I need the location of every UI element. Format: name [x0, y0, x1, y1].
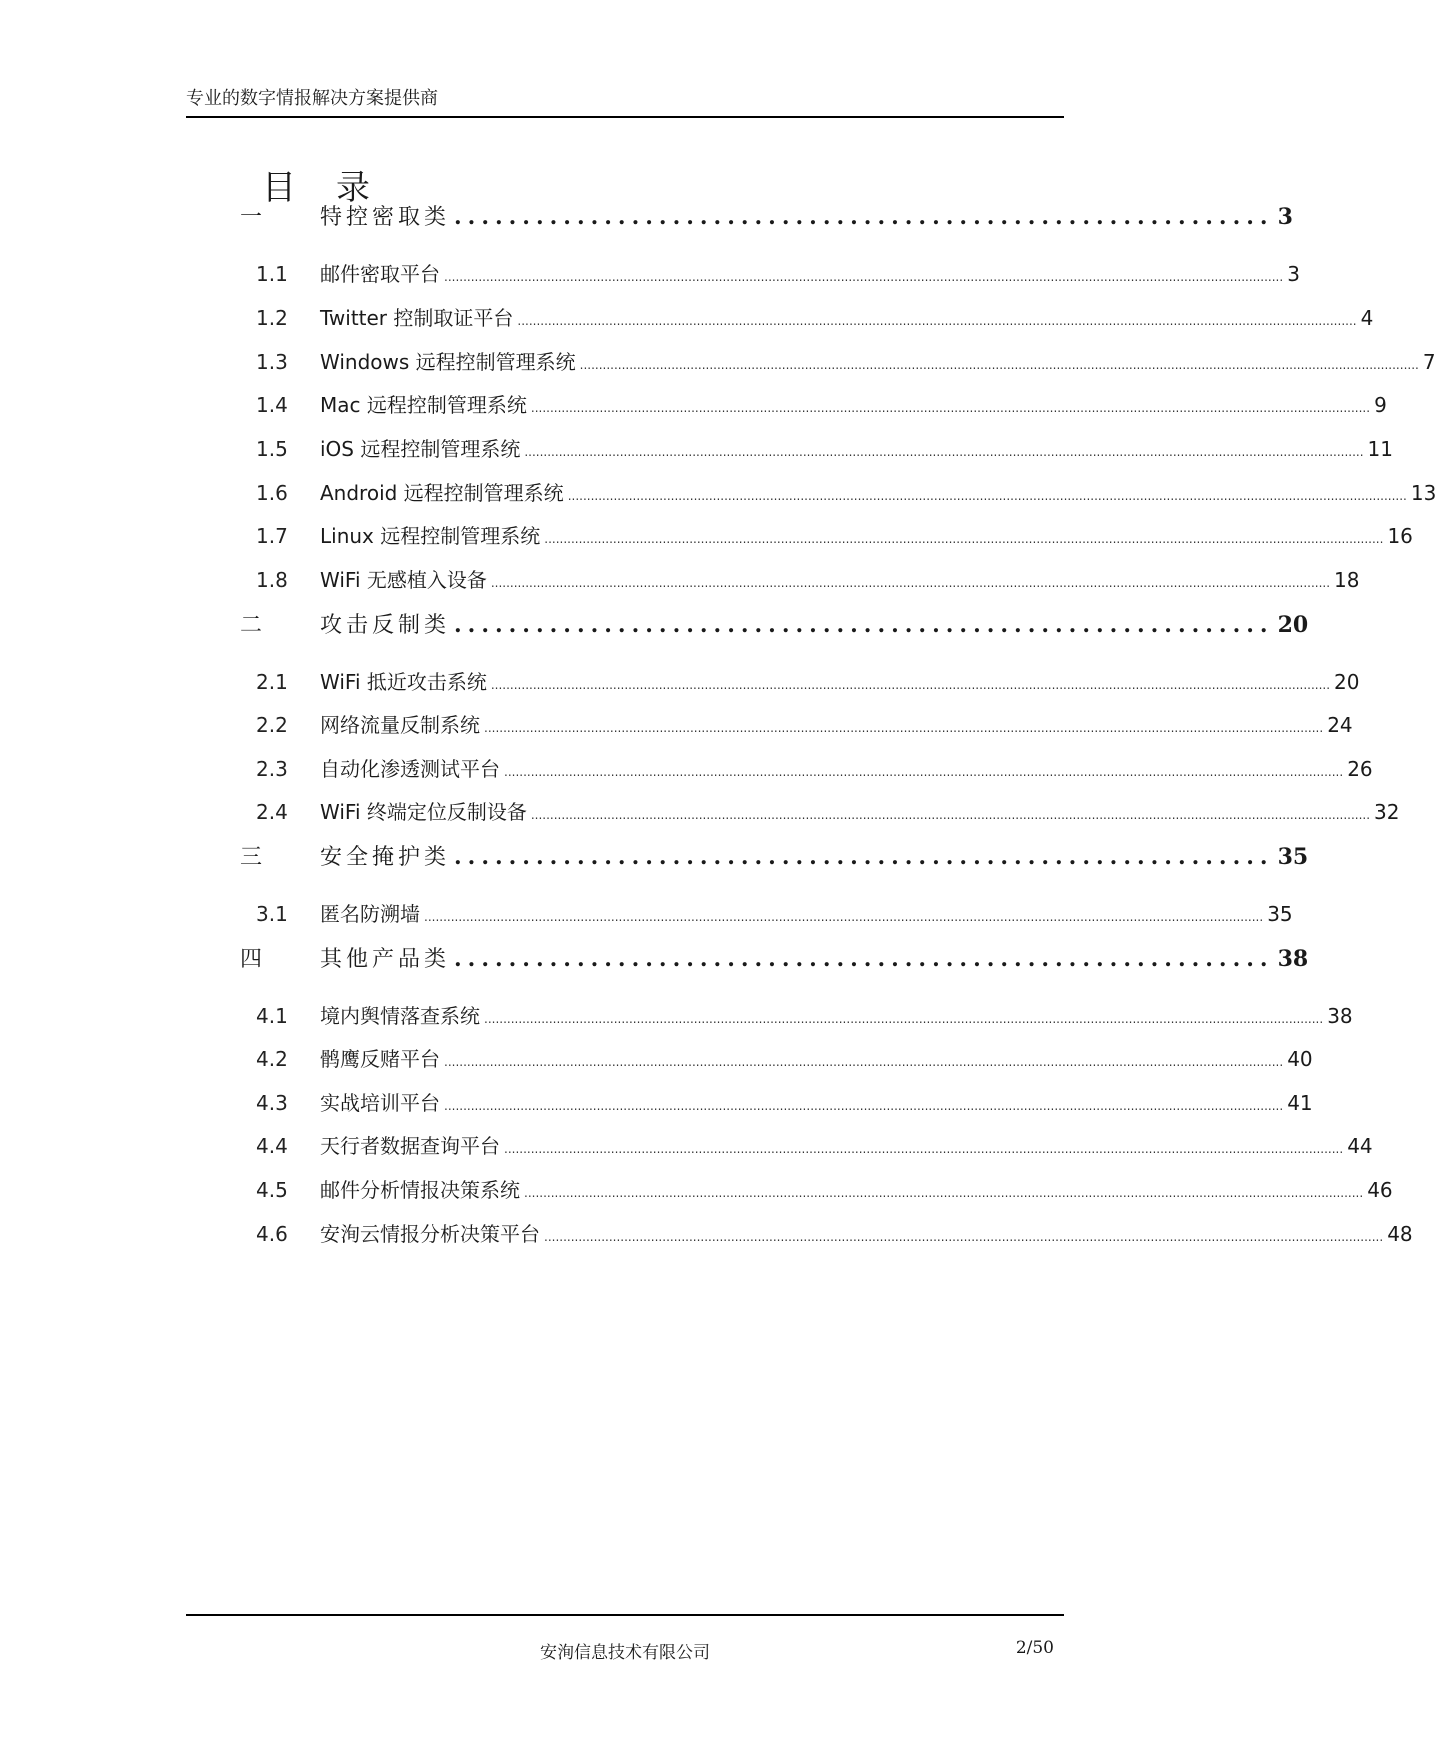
toc-entry-page: 44 — [1347, 1134, 1373, 1158]
toc-entry-title: 天行者数据查询平台 — [320, 1134, 500, 1158]
footer-company: 安洵信息技术有限公司 — [540, 1643, 710, 1663]
toc-entry-number: 1.5 — [256, 437, 288, 461]
toc-dot-leader: ............................................................................................................................................................................................................................ — [484, 1012, 1324, 1026]
toc-section-entry[interactable] — [256, 753, 1373, 782]
toc-entry-number: 三 — [240, 845, 263, 870]
toc-dot-leader: ............................................................................................................................................................................................................................ — [524, 1186, 1364, 1200]
toc-section-entry[interactable] — [256, 1218, 1413, 1247]
toc-entry-number: 4.5 — [256, 1178, 288, 1202]
toc-entry-page: 48 — [1387, 1222, 1413, 1246]
toc-entry-page: 46 — [1367, 1178, 1393, 1202]
toc-section-entry[interactable] — [256, 1043, 1313, 1072]
toc-entry-number: 4.4 — [256, 1134, 288, 1158]
toc-entry-title: 安全掩护类 — [320, 845, 451, 870]
toc-dot-leader: ............................................................................................................................................................................................................................ — [530, 401, 1371, 415]
toc-section-entry[interactable] — [256, 346, 1436, 375]
toc-chapter-entry[interactable] — [240, 942, 1309, 973]
toc-section-entry[interactable] — [256, 389, 1387, 418]
toc-entry-number: 二 — [240, 613, 263, 638]
toc-entry-title: 攻击反制类 — [320, 613, 451, 638]
toc-entry-title: 实战培训平台 — [320, 1091, 440, 1115]
header-text: 专业的数字情报解决方案提供商 — [186, 88, 438, 109]
toc-entry-title: 鹘鹰反赌平台 — [320, 1047, 440, 1071]
toc-dot-leader: ............................................................................................................................................................................................................................ — [504, 765, 1344, 779]
toc-entry-number: 1.2 — [256, 306, 288, 330]
toc-entry-page: 13 — [1410, 481, 1436, 505]
toc-entry-page: 41 — [1287, 1091, 1313, 1115]
toc-entry-page: 20 — [1277, 612, 1309, 638]
toc-entry-title: WiFi 抵近攻击系统 — [320, 670, 487, 694]
toc-entry-number: 1.4 — [256, 393, 288, 417]
toc-entry-number: 4.1 — [256, 1004, 288, 1028]
toc-entry-number: 2.2 — [256, 713, 288, 737]
toc-section-entry[interactable] — [256, 666, 1360, 695]
toc-entry-page: 35 — [1267, 902, 1293, 926]
toc-entry-page: 16 — [1387, 524, 1413, 548]
toc-dot-leader: ............................................................................................................................................................................................................................ — [524, 445, 1364, 459]
toc-dot-leader: ............................................................................................................................................................................................................................ — [530, 808, 1371, 822]
toc-entry-number: 4.6 — [256, 1222, 288, 1246]
toc-entry-number: 一 — [240, 205, 263, 230]
toc-dot-leader: ............................................................................................................................................................................................................................ — [504, 1142, 1344, 1156]
toc-entry-page: 24 — [1327, 713, 1353, 737]
toc-entry-title: Linux 远程控制管理系统 — [320, 524, 541, 548]
toc-title: 目录 — [262, 168, 410, 208]
toc-section-entry[interactable] — [256, 709, 1353, 738]
toc-dot-leader: ............................................................................................................................................................................................................................ — [484, 721, 1324, 735]
toc-entry-page: 18 — [1334, 568, 1360, 592]
toc-dot-leader: ............................................................................................................................................................................................................................ — [579, 358, 1419, 372]
toc-chapter-entry[interactable] — [240, 608, 1309, 639]
toc-dot-leader: ............................................................ — [454, 204, 1274, 230]
toc-dot-leader: ............................................................................................................................................................................................................................ — [544, 1230, 1384, 1244]
toc-section-entry[interactable] — [256, 796, 1400, 825]
toc-entry-page: 3 — [1287, 262, 1300, 286]
page-footer — [186, 1614, 1064, 1663]
toc-entry-page: 38 — [1277, 946, 1309, 972]
toc-entry-title: Android 远程控制管理系统 — [320, 481, 564, 505]
toc-dot-leader: ............................................................ — [454, 946, 1274, 972]
toc-section-entry[interactable] — [256, 1000, 1353, 1029]
toc-section-entry[interactable] — [256, 564, 1360, 593]
toc-entry-page: 40 — [1287, 1047, 1313, 1071]
toc-entry-title: iOS 远程控制管理系统 — [320, 437, 521, 461]
toc-dot-leader: ............................................................................................................................................................................................................................ — [444, 1055, 1284, 1069]
toc-entry-title: 自动化渗透测试平台 — [320, 757, 500, 781]
toc-entry-page: 4 — [1360, 306, 1374, 330]
toc-entry-number: 2.4 — [256, 800, 288, 824]
toc-entry-title: 境内舆情落查系统 — [320, 1004, 480, 1028]
toc-section-entry[interactable] — [256, 258, 1300, 287]
toc-entry-title: 匿名防溯墙 — [320, 902, 420, 926]
toc-entry-number: 1.8 — [256, 568, 288, 592]
toc-entry-title: 网络流量反制系统 — [320, 713, 480, 737]
toc-entry-number: 4.3 — [256, 1091, 288, 1115]
toc-section-entry[interactable] — [256, 1174, 1393, 1203]
toc-entry-page: 11 — [1367, 437, 1393, 461]
toc-dot-leader: ............................................................................................................................................................................................................................ — [517, 314, 1357, 328]
toc-entry-number: 4.2 — [256, 1047, 288, 1071]
toc-dot-leader: ............................................................................................................................................................................................................................ — [424, 910, 1264, 924]
toc-entry-title: Twitter 控制取证平台 — [320, 306, 514, 330]
toc-entry-page: 9 — [1374, 393, 1387, 417]
toc-entry-title: 特控密取类 — [320, 205, 451, 230]
toc-entry-number: 1.7 — [256, 524, 288, 548]
toc-section-entry[interactable] — [256, 477, 1436, 506]
toc-entry-page: 26 — [1347, 757, 1373, 781]
toc-entry-title: Windows 远程控制管理系统 — [320, 350, 576, 374]
toc-entry-page: 20 — [1334, 670, 1360, 694]
toc-section-entry[interactable] — [256, 433, 1393, 462]
toc-section-entry[interactable] — [256, 898, 1293, 927]
toc-entry-number: 2.1 — [256, 670, 288, 694]
footer-page-number: 2/50 — [1015, 1638, 1054, 1658]
toc-dot-leader: ............................................................................................................................................................................................................................ — [490, 678, 1331, 692]
toc-entry-page: 32 — [1374, 800, 1400, 824]
toc-entry-title: 邮件密取平台 — [320, 262, 440, 286]
toc-dot-leader: ............................................................................................................................................................................................................................ — [444, 1099, 1284, 1113]
toc-entry-title: Mac 远程控制管理系统 — [320, 393, 527, 417]
toc-entry-number: 1.3 — [256, 350, 288, 374]
toc-dot-leader: ............................................................................................................................................................................................................................ — [490, 576, 1331, 590]
toc-chapter-entry[interactable] — [240, 200, 1293, 231]
toc-entry-number: 3.1 — [256, 902, 288, 926]
toc-chapter-entry[interactable] — [240, 840, 1309, 871]
toc-entry-number: 2.3 — [256, 757, 288, 781]
toc-entry-number: 1.6 — [256, 481, 288, 505]
toc-entry-number: 四 — [240, 947, 263, 972]
toc-entry-title: WiFi 无感植入设备 — [320, 568, 487, 592]
toc-entry-page: 38 — [1327, 1004, 1353, 1028]
toc-entry-page: 7 — [1422, 350, 1436, 374]
toc-entry-title: WiFi 终端定位反制设备 — [320, 800, 527, 824]
toc-section-entry[interactable] — [256, 1087, 1313, 1116]
toc-dot-leader: ............................................................ — [454, 612, 1274, 638]
toc-section-entry[interactable] — [256, 302, 1374, 331]
toc-entry-title: 邮件分析情报决策系统 — [320, 1178, 520, 1202]
toc-dot-leader: ............................................................................................................................................................................................................................ — [567, 489, 1407, 503]
toc-entry-page: 3 — [1277, 204, 1293, 230]
toc-section-entry[interactable] — [256, 1130, 1373, 1159]
toc-entry-page: 35 — [1277, 844, 1309, 870]
toc-entry-number: 1.1 — [256, 262, 288, 286]
toc-dot-leader: ............................................................................................................................................................................................................................ — [444, 270, 1284, 284]
toc-dot-leader: ............................................................................................................................................................................................................................ — [544, 532, 1384, 546]
toc-dot-leader: ............................................................ — [454, 844, 1274, 870]
toc-entry-title: 安洵云情报分析决策平台 — [320, 1222, 540, 1246]
toc-section-entry[interactable] — [256, 520, 1413, 549]
toc-entry-title: 其他产品类 — [320, 947, 451, 972]
